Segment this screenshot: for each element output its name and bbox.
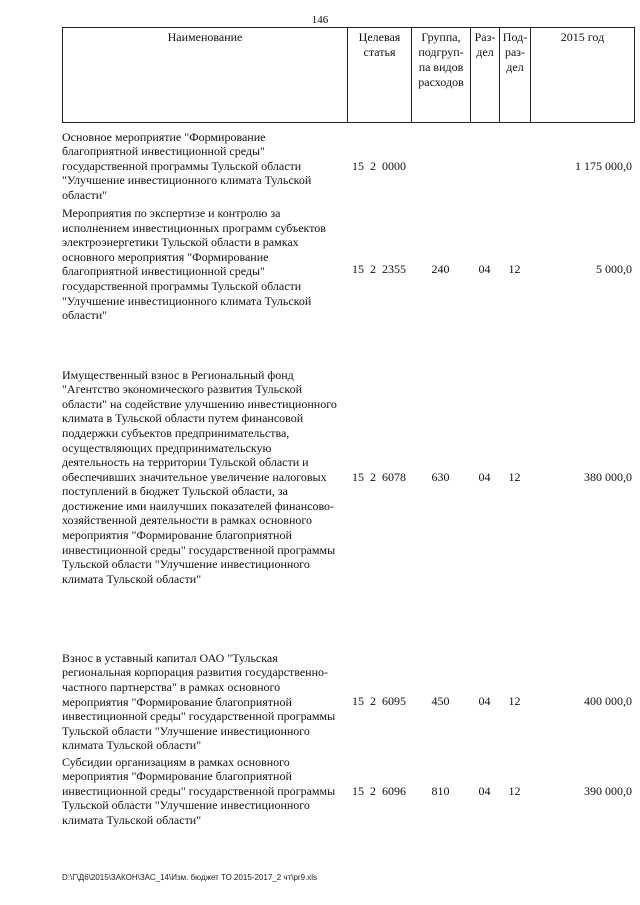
budget-table: [62, 126, 634, 829]
row-target: 15 2 2355: [352, 262, 406, 276]
row-section: 04: [478, 262, 491, 276]
row-subsection: 12: [508, 694, 521, 709]
header-subsection: Под-раз-дел: [500, 28, 531, 123]
row-name: Мероприятия по экспертизе и контролю за исполнением инвестиционных программ субъектов электроэнергетики Тульской области в рамках основного мероприятия "Формирование благоприятной инвестиционной среды" государственной программы Тульской области "Улучшение инвестиционного климата Тульской области": [62, 206, 326, 323]
page-number: 146: [311, 14, 329, 26]
table-row: [62, 753, 634, 829]
header-target: Целевая статья: [348, 28, 412, 123]
row-subsection: 12: [508, 262, 521, 276]
row-amount: 380 000,0: [584, 469, 632, 484]
row-name: Имущественный взнос в Региональный фонд "Агентство экономического развития Тульской области" на содействие улучшению инвестиционного климата в Тульской области путем финансовой поддержки субъектов предпринимательства, осуществляющих предпринимательскую деятельность на территории Тульской области и обеспечивших значительное увеличение налоговых поступлений в бюджет Тульской области, за достижение ими наилучших показателей финансово-хозяйственной деятельности в рамках основного мероприятия "Формирование благоприятной инвестиционной среды" государственной программы Тульской области "Улучшение инвестиционного климата Тульской области": [62, 367, 337, 586]
row-group: 810: [431, 783, 450, 798]
row-name: Взнос в уставный капитал ОАО "Тульская региональная корпорация развития государственно-частного партнерства" в рамках основного мероприятия "Формирование благоприятной инвестиционной среды" государственной программы Тульской области "Улучшение инвестиционного климата Тульской области": [62, 650, 336, 753]
row-target: 15 2 0000: [352, 158, 406, 173]
table-header: [62, 27, 635, 123]
row-name: Субсидии организациям в рамках основного мероприятия "Формирование благоприятной инвестиционной среды" государственной программы Тульской области "Улучшение инвестиционного климата Тульской области": [62, 754, 336, 827]
header-year: 2015 год: [531, 28, 635, 123]
row-amount: 1 175 000,0: [575, 158, 632, 173]
row-section: 04: [478, 469, 491, 484]
row-name: Основное мероприятие "Формирование благоприятной инвестиционной среды" государственной программы Тульской области "Улучшение инвестиционного климата Тульской области": [62, 129, 312, 202]
table-row: [62, 336, 634, 618]
row-section: [470, 126, 499, 206]
row-group: 630: [431, 469, 450, 484]
row-target: 15 2 6095: [352, 694, 406, 709]
row-subsection: 12: [508, 469, 521, 484]
header-group: Группа, подгруп-па видов расходов: [412, 28, 471, 123]
row-group: [411, 126, 470, 206]
row-subsection: [499, 126, 530, 206]
row-target: 15 2 6078: [352, 469, 406, 484]
row-group: 240: [431, 262, 450, 276]
row-amount: 5 000,0: [596, 262, 632, 276]
row-group: 450: [431, 694, 450, 709]
row-section: 04: [478, 694, 491, 709]
row-amount: 400 000,0: [584, 694, 632, 709]
row-subsection: 12: [508, 783, 521, 798]
row-amount: 390 000,0: [584, 783, 632, 798]
table-row: [62, 618, 634, 753]
header-section: Раз-дел: [471, 28, 500, 123]
row-target: 15 2 6096: [352, 783, 406, 798]
row-section: 04: [478, 783, 491, 798]
file-path-footer: D:\Г\Д6\2015\ЗАКОН\ЗАС_14\Изм. бюджет ТО 2015-2017_2 чт\pr9.xls: [62, 873, 318, 882]
table-row: [62, 126, 634, 206]
header-name: Наименование: [63, 28, 348, 123]
table-row: [62, 206, 634, 336]
